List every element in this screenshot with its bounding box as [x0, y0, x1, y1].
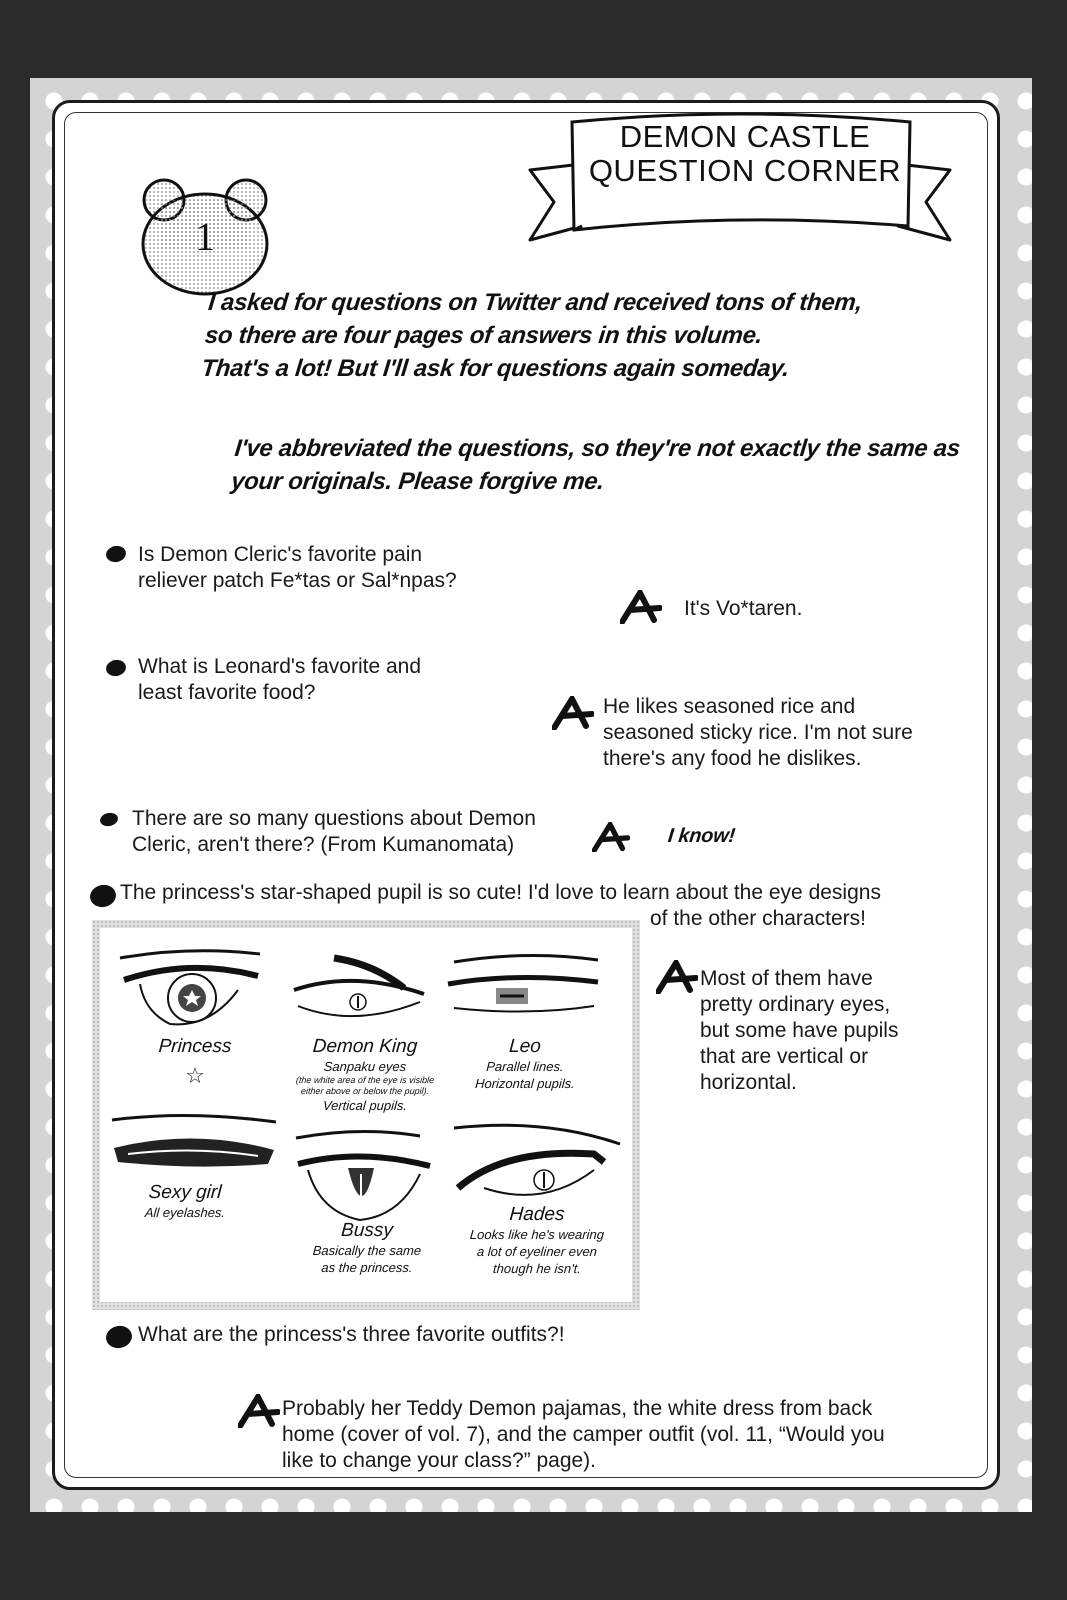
- answer-line: that are vertical or: [700, 1045, 869, 1068]
- eye-note-line: Horizontal pupils.: [474, 1076, 576, 1091]
- eye-name-label: Princess: [157, 1036, 233, 1057]
- answer-line: It's Vo*taren.: [684, 597, 803, 620]
- eye-note-line: as the princess.: [320, 1260, 414, 1275]
- question-1: [138, 542, 457, 594]
- eye-note-line: Vertical pupils.: [322, 1098, 408, 1113]
- princess-eye-icon: [110, 940, 270, 1030]
- eye-note-line: All eyelashes.: [144, 1205, 226, 1220]
- eye-name-label: Demon King: [312, 1036, 419, 1057]
- answer-line: seasoned sticky rice. I'm not sure: [603, 721, 913, 744]
- eye-note-line: either above or below the pupil).: [300, 1086, 430, 1096]
- eye-demon-king: [280, 1036, 450, 1114]
- page-title: [580, 120, 910, 188]
- answer-line: I know!: [666, 825, 737, 847]
- intro-line: I asked for questions on Twitter and received tons of them,: [207, 289, 864, 316]
- eye-hades: [452, 1204, 622, 1277]
- eye-note-line: Looks like he's wearing: [469, 1227, 605, 1242]
- eye-note-line: a lot of eyeliner even: [476, 1244, 598, 1259]
- eye-name-label: Bussy: [340, 1220, 394, 1241]
- question-line: of the other characters!: [650, 907, 866, 930]
- eye-name-label: Sexy girl: [147, 1182, 223, 1203]
- eye-name-label: Hades: [508, 1204, 566, 1225]
- title-line-1: DEMON CASTLE: [619, 119, 871, 154]
- question-line: The princess's star-shaped pupil is so cute! I'd love to learn about the eye designs: [120, 881, 881, 904]
- intro-paragraph-1: [200, 286, 864, 385]
- answer-line: He likes seasoned rice and: [603, 695, 856, 718]
- answer-line: like to change your class?” page).: [282, 1449, 597, 1472]
- answer-a-icon: [656, 960, 698, 994]
- eye-princess: [110, 1036, 280, 1089]
- badge-number: 1: [195, 214, 215, 259]
- question-2: [138, 654, 421, 706]
- question-line: least favorite food?: [138, 681, 316, 704]
- answer-1: [684, 596, 802, 622]
- answer-5: [282, 1396, 885, 1474]
- intro-line: your originals. Please forgive me.: [229, 468, 606, 495]
- answer-line: there's any food he dislikes.: [603, 747, 862, 770]
- hades-eye-icon: [444, 1118, 624, 1218]
- intro-line: I've abbreviated the questions, so they're not exactly the same as: [233, 435, 962, 462]
- answer-line: but some have pupils: [700, 1019, 899, 1042]
- answer-a-icon: [238, 1394, 280, 1428]
- answer-line: home (cover of vol. 7), and the camper outfit (vol. 11, “Would you: [282, 1423, 885, 1446]
- answer-4: [700, 966, 898, 1096]
- eye-leo: [440, 1036, 610, 1092]
- eye-note-line: Parallel lines.: [485, 1059, 565, 1074]
- star-icon: ☆: [185, 1064, 205, 1089]
- bear-badge-icon: [140, 178, 270, 296]
- answer-line: pretty ordinary eyes,: [700, 993, 891, 1016]
- answer-line: Most of them have: [700, 967, 873, 990]
- eye-bussy: [282, 1220, 452, 1276]
- intro-line: so there are four pages of answers in this volume.: [203, 322, 764, 349]
- intro-paragraph-2: [230, 432, 962, 498]
- eye-designs-inner: [100, 928, 632, 1302]
- question-line: Is Demon Cleric's favorite pain: [138, 543, 423, 566]
- leo-eye-icon: [438, 950, 608, 1020]
- eye-note-line: though he isn't.: [492, 1261, 582, 1276]
- sexy-girl-eye-icon: [108, 1108, 278, 1178]
- eye-note-line: (the white area of the eye is visible: [295, 1075, 435, 1085]
- eye-name-label: Leo: [508, 1036, 542, 1057]
- answer-2: [603, 694, 913, 772]
- question-line: Cleric, aren't there? (From Kumanomata): [132, 833, 515, 856]
- answer-a-icon: [552, 696, 594, 730]
- demon-king-eye-icon: [284, 950, 444, 1030]
- question-line: reliever patch Fe*tas or Sal*npas?: [138, 569, 457, 592]
- eye-note-line: Basically the same: [312, 1243, 422, 1258]
- answer-a-icon: [592, 822, 630, 852]
- eye-designs-illustration: [92, 920, 640, 1310]
- title-line-2: QUESTION CORNER: [588, 153, 902, 188]
- question-5: [138, 1322, 565, 1348]
- bussy-eye-icon: [290, 1124, 440, 1234]
- question-line: What is Leonard's favorite and: [138, 655, 421, 678]
- eye-note-line: Sanpaku eyes: [323, 1059, 407, 1074]
- intro-line: That's a lot! But I'll ask for questions again someday.: [200, 355, 791, 382]
- question-line: There are so many questions about Demon: [132, 807, 536, 830]
- answer-3: [666, 820, 736, 853]
- answer-line: horizontal.: [700, 1071, 797, 1094]
- question-line: What are the princess's three favorite outfits?!: [138, 1323, 565, 1346]
- question-3: [132, 806, 536, 858]
- eye-sexy-girl: [100, 1182, 270, 1221]
- answer-a-icon: [620, 590, 662, 624]
- answer-line: Probably her Teddy Demon pajamas, the white dress from back: [282, 1397, 873, 1420]
